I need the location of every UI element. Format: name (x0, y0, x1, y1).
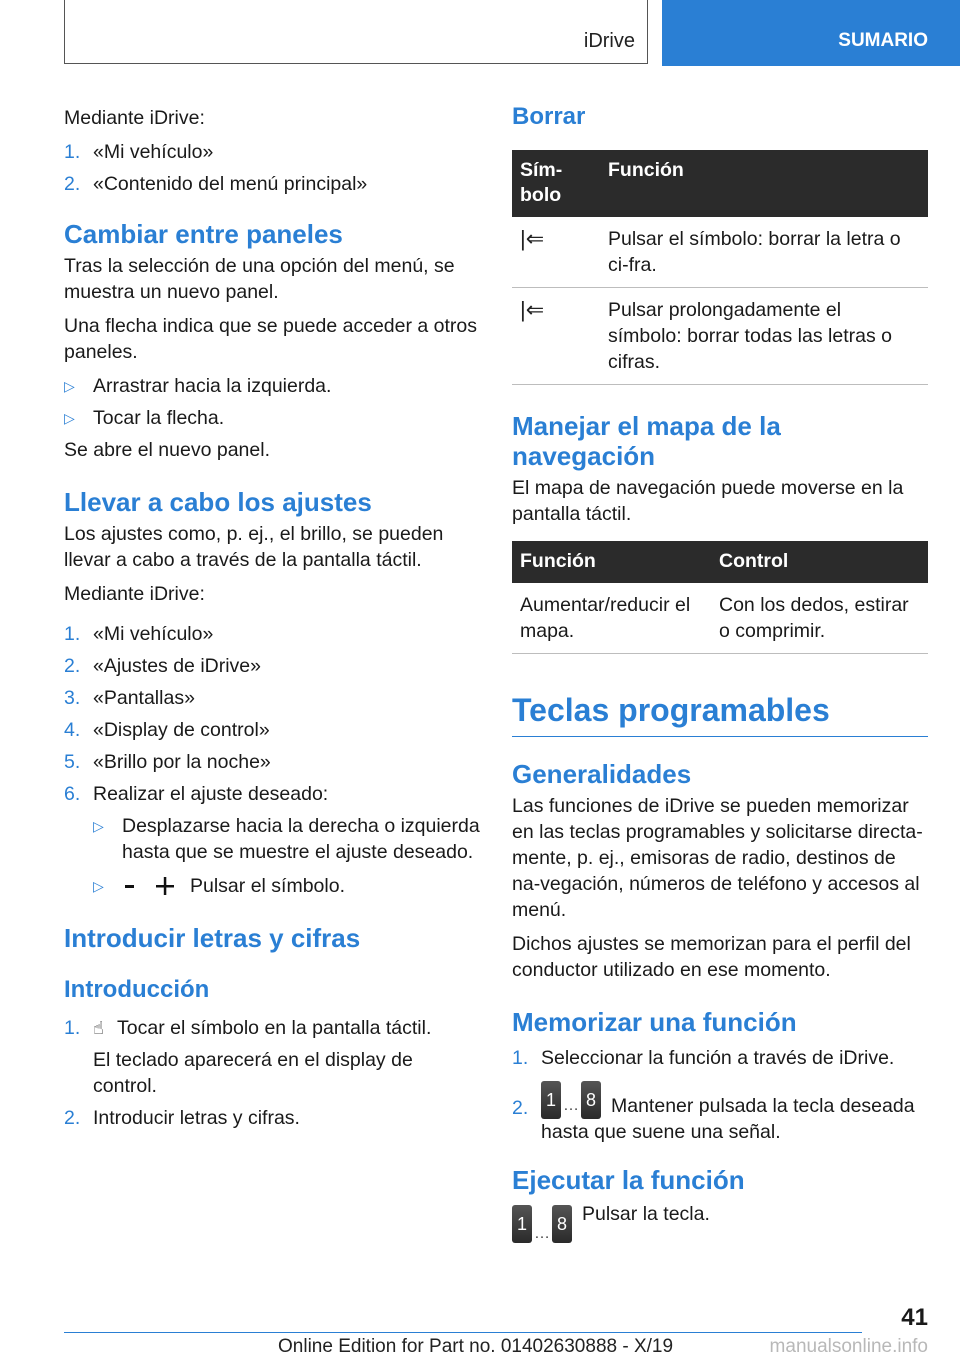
list-item: 2. Introducir letras y cifras. (64, 1107, 300, 1129)
memorize-list (512, 1045, 928, 1145)
col-symbol: Sím-bolo (512, 150, 600, 217)
settings-list (64, 621, 482, 807)
letters-heading: Introducir letras y cifras (64, 923, 361, 953)
list-item: El teclado aparecerá en el display de control. (93, 1049, 413, 1097)
map-text: El mapa de navegación puede moverse en la pantalla táctil. (512, 477, 904, 525)
list-item: 2. 1 … 8 Mantener pulsada la tecla deseada hasta que suene una señal. (512, 1081, 928, 1145)
general-heading: Generalidades (512, 759, 692, 789)
preset-key-1-icon: 1 (512, 1205, 532, 1243)
right-column (512, 96, 928, 1243)
footer-rule (64, 1332, 862, 1333)
table-row: Aumentar/reducir el mapa. Con los dedos, estirar o comprimir. (512, 583, 928, 654)
map-heading: Manejar el mapa de la navegación (512, 411, 781, 471)
triangle-bullet-icon: ▷ (64, 410, 75, 426)
settings-text-2: Mediante iDrive: (64, 583, 205, 605)
preset-key-8-icon: 8 (581, 1081, 601, 1119)
list-item: ▷ Tocar la flecha. (64, 407, 225, 429)
general-text-2: Dichos ajustes se memorizan para el perfil del conductor utilizado en ese momento. (512, 933, 911, 981)
list-item: 3. «Pantallas» (64, 687, 195, 709)
settings-sub-bullets (93, 813, 482, 899)
letters-list (64, 1015, 482, 1131)
header-box (64, 0, 648, 64)
settings-heading: Llevar a cabo los ajustes (64, 487, 372, 517)
backspace-arrow-icon: |⇐ (520, 226, 545, 251)
memorize-heading: Memorizar una función (512, 1007, 797, 1037)
backspace-arrow-icon: |⇐ (520, 297, 545, 322)
delete-table (512, 150, 928, 385)
left-column (64, 96, 482, 1137)
panels-text-2: Una flecha indica que se puede acceder a otros paneles. (64, 315, 478, 363)
keys-heading: Teclas programables (512, 690, 928, 737)
list-item: 1. ☝ Tocar el símbolo en la pantalla táctil. (64, 1017, 432, 1039)
col-control: Control (711, 541, 928, 583)
col-function: Función (600, 150, 928, 217)
summary-tab[interactable]: SUMARIO (662, 0, 960, 66)
intro-list (64, 139, 482, 197)
execute-heading: Ejecutar la función (512, 1165, 745, 1195)
preset-key-8-icon: 8 (552, 1205, 572, 1243)
general-text-1: Las funciones de iDrive se pueden memorizar en las teclas programables y solicitarse directa-mente, p. ej., emisoras de radio, destinos de na-vegación, números de teléfono y accesos al menú. (512, 795, 923, 921)
intro-text: Mediante iDrive: (64, 107, 205, 129)
map-table (512, 541, 928, 654)
page-number: 41 (901, 1304, 928, 1331)
settings-text-1: Los ajustes como, p. ej., el brillo, se pueden llevar a cabo a través de la pantalla táctil. (64, 523, 444, 571)
panels-heading: Cambiar entre paneles (64, 219, 343, 249)
list-item: 1. «Mi vehículo» (64, 141, 214, 163)
panels-bullets (64, 373, 482, 431)
triangle-bullet-icon: ▷ (93, 818, 104, 834)
touch-hand-icon: ☝ (93, 1018, 104, 1038)
letters-subheading: Introducción (64, 976, 210, 1003)
table-header-row (512, 150, 928, 217)
execute-row: 1 … 8 Pulsar la tecla. (512, 1201, 928, 1243)
list-item: ▷ Arrastrar hacia la izquierda. (64, 375, 332, 397)
table-row: |⇐ Pulsar prolongadamente el símbolo: borrar todas las letras o cifras. (512, 288, 928, 385)
footer-watermark: manualsonline.info (769, 1336, 928, 1357)
table-header-row (512, 541, 928, 583)
list-item: 6. Realizar el ajuste deseado: (64, 783, 329, 805)
triangle-bullet-icon: ▷ (64, 378, 75, 394)
panels-text-1: Tras la selección de una opción del menú, se muestra un nuevo panel. (64, 255, 455, 303)
list-item: 1. «Mi vehículo» (64, 623, 214, 645)
list-item: 1. Seleccionar la función a través de iDrive. (512, 1047, 895, 1069)
col-function: Función (512, 541, 711, 583)
panels-text-3: Se abre el nuevo panel. (64, 439, 270, 461)
list-item: 2. «Contenido del menú principal» (64, 173, 368, 195)
delete-heading: Borrar (512, 103, 586, 130)
header-title: iDrive (583, 30, 635, 52)
list-item: 4. «Display de control» (64, 719, 270, 741)
triangle-bullet-icon: ▷ (93, 878, 104, 894)
table-row: |⇐ Pulsar el símbolo: borrar la letra o ci-fra. (512, 217, 928, 288)
list-item: ▷ Desplazarse hacia la derecha o izquierda hasta que se muestre el ajuste deseado. (93, 815, 480, 863)
minus-plus-icon (122, 876, 182, 896)
execute-text: Pulsar la tecla. (582, 1203, 710, 1225)
list-item: 2. «Ajustes de iDrive» (64, 655, 261, 677)
list-item: 5. «Brillo por la noche» (64, 751, 271, 773)
footer-edition: Online Edition for Part no. 01402630888 - X/19 (278, 1336, 674, 1357)
preset-key-1-icon: 1 (541, 1081, 561, 1119)
list-item: ▷ Pulsar el símbolo. (93, 875, 345, 897)
